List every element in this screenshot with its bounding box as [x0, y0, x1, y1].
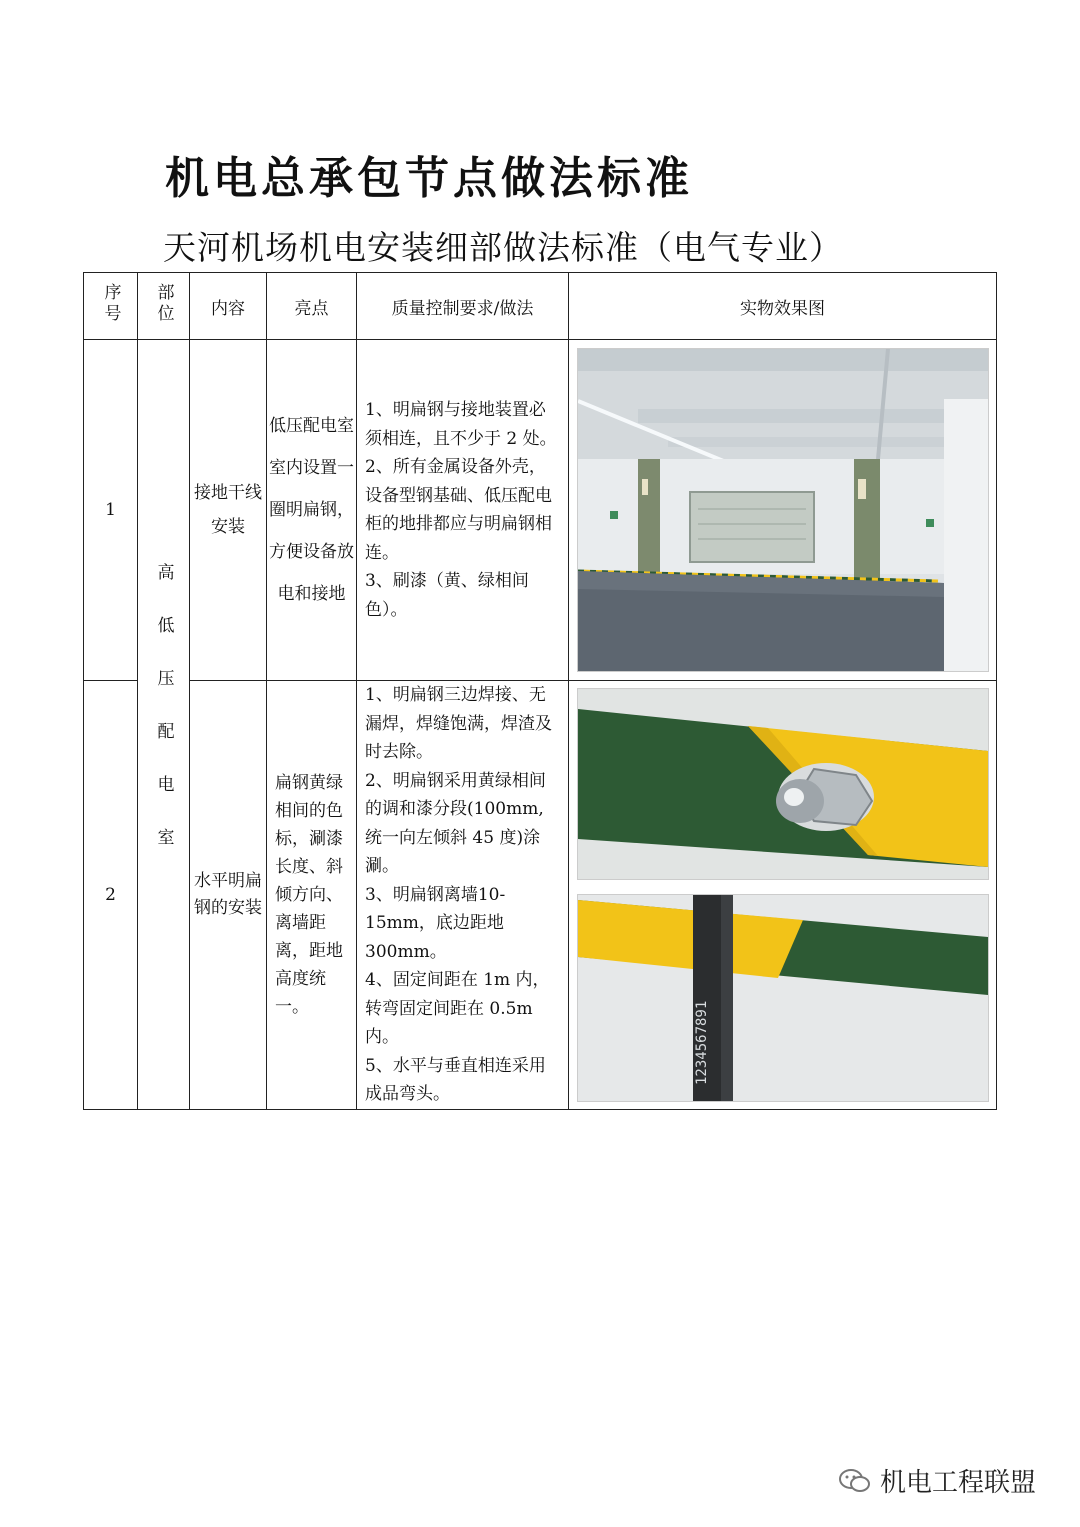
row1-content: 接地干线安装 — [190, 340, 267, 681]
row1-requirements: 1、明扁钢与接地装置必须相连，且不少于 2 处。 2、所有金属设备外壳，设备型钢基础、低压配电柜的地排都应与明扁钢相连。 3、刷漆（黄、绿相间色）。 — [357, 340, 569, 681]
header-photo: 实物效果图 — [569, 273, 997, 340]
page-title: 机电总承包节点做法标准 — [165, 153, 693, 204]
row1-seq: 1 — [84, 340, 138, 681]
header-requirements: 质量控制要求/做法 — [357, 273, 569, 340]
svg-text:1234567891: 1234567891 — [693, 1000, 710, 1085]
row1-highlight: 低压配电室室内设置一圈明扁钢，方便设备放电和接地 — [267, 340, 357, 681]
row1-photo-cell — [569, 340, 997, 681]
header-location: 部位 — [138, 273, 190, 340]
watermark-text: 机电工程联盟 — [880, 1468, 1037, 1498]
header-highlight: 亮点 — [267, 273, 357, 340]
room-grounding-photo — [577, 348, 989, 672]
table-header-row — [84, 273, 997, 340]
header-content: 内容 — [190, 273, 267, 340]
location-text: 高低压配电室 — [153, 562, 174, 881]
row2-seq: 2 — [84, 681, 138, 1110]
table-row — [84, 681, 997, 1110]
location-cell — [138, 340, 190, 1110]
watermark — [838, 1462, 1036, 1499]
page-subtitle: 天河机场机电安装细部做法标准（电气专业） — [163, 228, 843, 267]
row2-requirements: 1、明扁钢三边焊接、无漏焊，焊缝饱满，焊渣及时去除。 2、明扁钢采用黄绿相间的调和漆分段(100mm,统一向左倾斜 45 度)涂涮。 3、明扁钢离墙10-15mm，底边距地300mm。 4、固定间距在 1m 内，转弯固定间距在 0.5m内。 5、水平与垂直相连采用成品弯头。 — [357, 681, 569, 1110]
bolt-closeup-photo — [577, 688, 989, 880]
ruler-measurement-photo — [577, 894, 989, 1102]
row2-photo-cell — [569, 681, 997, 1110]
row2-highlight: 扁钢黄绿相间的色标，涮漆长度、斜倾方向、离墙距离，距地高度统一。 — [267, 681, 357, 1110]
header-seq: 序号 — [84, 273, 138, 340]
standards-table — [83, 272, 997, 1110]
table-row — [84, 340, 997, 681]
wechat-icon — [838, 1467, 872, 1495]
row2-content: 水平明扁钢的安装 — [190, 681, 267, 1110]
